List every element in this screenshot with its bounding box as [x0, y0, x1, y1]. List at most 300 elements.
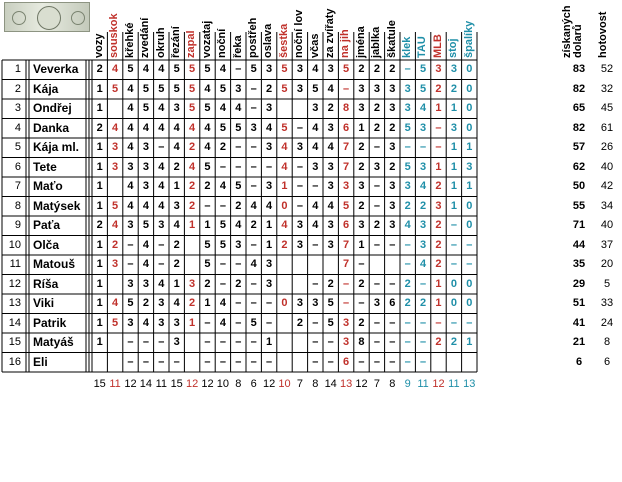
score-cell: 4 [312, 63, 319, 75]
score-cell: 4 [142, 316, 149, 329]
score-cell: – [420, 336, 427, 348]
score-cell: – [250, 277, 257, 290]
score-cell: 2 [358, 141, 365, 153]
score-cell: 3 [158, 297, 165, 309]
score-cell: – [219, 258, 226, 270]
row-number: 7 [14, 180, 21, 192]
score-cell: 2 [389, 63, 396, 75]
player-name: Tete [33, 159, 57, 174]
score-cell: – [373, 238, 380, 251]
score-cell: – [312, 238, 319, 251]
score-cell: – [296, 199, 303, 212]
score-cell: 2 [189, 141, 196, 153]
total-dollars: 21 [572, 336, 586, 348]
score-cell: 1 [96, 180, 103, 192]
score-cell: – [466, 258, 473, 270]
score-cell: 3 [296, 63, 303, 75]
column-header-label: včas [308, 33, 321, 58]
attendance-value: 45 [600, 102, 614, 114]
score-cell: 3 [389, 180, 396, 192]
row-number: 12 [8, 277, 21, 290]
score-cell: 2 [389, 160, 396, 173]
score-cell: 0 [466, 199, 473, 212]
score-cell: – [450, 258, 457, 270]
row-number: 9 [14, 219, 21, 231]
score-cell: – [158, 238, 165, 251]
column-header-label: na jih [339, 29, 352, 58]
column-total: 9 [404, 378, 411, 390]
score-cell: – [219, 160, 226, 173]
score-cell: 3 [235, 82, 242, 95]
score-cell: – [466, 316, 473, 329]
score-cell: 4 [281, 219, 288, 231]
total-dollars: 6 [575, 355, 583, 368]
score-cell: – [296, 180, 303, 192]
score-cell: 4 [420, 180, 427, 192]
score-cell: – [327, 355, 334, 368]
score-cell: – [127, 355, 134, 368]
column-total: 8 [235, 378, 242, 390]
score-cell: 5 [343, 199, 350, 212]
score-cell: 1 [96, 199, 103, 212]
row-number: 4 [14, 121, 21, 134]
score-cell: 3 [435, 199, 442, 212]
column-header-label: stoj [447, 38, 460, 58]
score-cell: – [235, 258, 242, 270]
score-cell: – [250, 102, 257, 114]
score-cell: 1 [266, 238, 273, 251]
row-number: 14 [8, 316, 21, 329]
score-cell: 5 [142, 219, 149, 231]
row-number: 3 [14, 102, 21, 114]
score-cell: 2 [435, 336, 442, 348]
total-dollars: 65 [572, 102, 586, 114]
player-name: Danka [33, 120, 70, 135]
column-total: 14 [324, 378, 337, 390]
score-cell: 4 [173, 297, 180, 309]
score-cell: 4 [312, 141, 319, 153]
score-cell: – [235, 355, 242, 368]
attendance-value: 24 [600, 316, 614, 329]
score-cell: 3 [435, 63, 442, 75]
score-cell: 5 [204, 102, 211, 114]
score-cell: 3 [296, 141, 303, 153]
score-cell: 3 [173, 316, 180, 329]
column-header-label: zvedání [139, 17, 152, 58]
score-cell: 5 [112, 82, 119, 95]
score-cell: 7 [343, 141, 350, 153]
score-cell: – [158, 141, 165, 153]
score-cell: – [142, 355, 149, 368]
total-dollars: 41 [572, 316, 586, 329]
attendance-header-label: hotovost [597, 11, 609, 58]
score-cell: 5 [281, 63, 288, 75]
score-cell: – [343, 297, 350, 309]
score-cell: – [127, 238, 134, 251]
score-cell: – [312, 180, 319, 192]
score-cell: 5 [204, 160, 211, 173]
score-cell: 3 [327, 180, 334, 192]
score-cell: 4 [158, 277, 165, 290]
score-cell: 4 [158, 180, 165, 192]
score-cell: 3 [327, 121, 334, 134]
score-cell: 3 [389, 141, 396, 153]
score-cell: 3 [420, 121, 427, 134]
score-cell: 6 [389, 297, 396, 309]
score-cell: 2 [435, 82, 442, 95]
score-cell: 7 [343, 238, 350, 251]
score-cell: 1 [358, 238, 365, 251]
column-header-label: zapal [185, 30, 198, 58]
score-cell: 3 [404, 180, 411, 192]
player-name: Veverka [33, 62, 79, 76]
score-cell: 1 [450, 199, 457, 212]
score-cell: 5 [112, 316, 119, 329]
score-cell: 3 [127, 160, 134, 173]
score-cell: 3 [466, 160, 473, 173]
column-total: 6 [250, 378, 257, 390]
score-cell: 2 [281, 238, 288, 251]
score-cell: – [250, 180, 257, 192]
column-header-label: okruh [154, 27, 167, 58]
column-total: 11 [109, 378, 121, 390]
score-cell: 1 [358, 121, 365, 134]
player-name: Paťa [33, 218, 61, 232]
row-number: 6 [14, 160, 21, 173]
score-cell: 5 [189, 63, 196, 75]
score-cell: 2 [435, 258, 442, 270]
score-cell: 2 [235, 277, 242, 290]
column-header-label: šestka [277, 23, 290, 58]
score-cell: 5 [219, 121, 226, 134]
score-cell: – [404, 336, 411, 348]
score-cell: 0 [466, 297, 473, 309]
score-cell: 1 [204, 297, 211, 309]
score-cell: – [343, 277, 350, 290]
score-cell: – [373, 336, 380, 348]
score-cell: 4 [312, 199, 319, 212]
score-cell: 4 [312, 121, 319, 134]
score-cell: 4 [327, 141, 334, 153]
column-total: 7 [373, 378, 380, 390]
score-cell: 5 [173, 63, 180, 75]
score-cell: – [250, 238, 257, 251]
score-cell: 5 [204, 63, 211, 75]
score-cell: 4 [142, 258, 149, 270]
score-cell: 1 [435, 102, 442, 114]
score-cell: 0 [450, 277, 457, 290]
score-cell: 1 [466, 336, 473, 348]
score-cell: 4 [127, 102, 134, 114]
score-cell: – [173, 355, 180, 368]
column-total: 12 [262, 378, 276, 390]
score-cell: – [142, 336, 149, 348]
score-cell: 4 [112, 63, 119, 75]
score-cell: – [358, 258, 365, 270]
score-cell: 4 [112, 219, 119, 231]
total-dollars: 55 [572, 199, 586, 212]
score-cell: 3 [389, 82, 396, 95]
score-cell: – [327, 336, 334, 348]
score-cell: 3 [266, 258, 273, 270]
score-cell: 1 [450, 180, 457, 192]
score-cell: – [435, 316, 442, 329]
score-cell: 1 [96, 141, 103, 153]
score-cell: 3 [112, 141, 119, 153]
score-cell: 1 [435, 160, 442, 173]
player-name: Matyáš [33, 335, 74, 349]
score-cell: 1 [96, 160, 103, 173]
score-cell: 1 [96, 238, 103, 251]
score-cell: 4 [250, 199, 257, 212]
score-cell: 3 [404, 102, 411, 114]
score-cell: 3 [266, 63, 273, 75]
score-cell: – [373, 141, 380, 153]
score-cell: 3 [296, 297, 303, 309]
attendance-value: 20 [600, 258, 614, 270]
score-cell: 3 [389, 219, 396, 231]
score-cell: 4 [158, 121, 165, 134]
score-cell: 4 [204, 82, 211, 95]
score-cell: 3 [173, 199, 180, 212]
score-cell: 4 [219, 102, 226, 114]
score-cell: 4 [327, 82, 334, 95]
score-cell: – [204, 316, 211, 329]
column-total: 12 [124, 378, 137, 390]
score-cell: – [312, 355, 319, 368]
score-cell: 2 [358, 316, 365, 329]
score-cell: 4 [142, 238, 149, 251]
score-cell: – [373, 316, 380, 329]
attendance-value: 8 [603, 336, 611, 348]
attendance-value: 34 [600, 199, 614, 212]
score-cell: 2 [435, 180, 442, 192]
score-cell: 2 [404, 297, 411, 309]
score-cell: – [343, 82, 350, 95]
score-cell: 2 [450, 82, 457, 95]
score-cell: 3 [343, 336, 350, 348]
score-cell: – [404, 316, 411, 329]
score-cell: – [435, 121, 442, 134]
score-cell: 5 [404, 160, 411, 173]
score-cell: – [358, 355, 365, 368]
score-cell: 2 [358, 277, 365, 290]
score-cell: – [235, 297, 242, 309]
score-cell: 2 [358, 199, 365, 212]
score-cell: – [250, 336, 257, 348]
score-cell: 4 [250, 258, 257, 270]
score-cell: 5 [219, 82, 226, 95]
score-cell: – [250, 355, 257, 368]
score-cell: 3 [112, 160, 119, 173]
score-cell: – [312, 277, 319, 290]
column-total: 10 [216, 378, 229, 390]
column-total: 12 [185, 378, 199, 390]
attendance-value: 40 [600, 219, 614, 231]
column-total: 7 [296, 378, 303, 390]
player-name: Eli [33, 354, 48, 369]
score-cell: 2 [420, 297, 427, 309]
score-cell: – [204, 355, 211, 368]
column-total: 12 [201, 378, 214, 390]
column-header-label: křehké [123, 22, 136, 58]
score-cell: – [435, 141, 442, 153]
score-cell: 5 [142, 102, 149, 114]
score-cell: 4 [219, 63, 226, 75]
score-cell: 1 [466, 180, 473, 192]
score-cell: 4 [266, 121, 273, 134]
total-dollars: 82 [572, 82, 586, 95]
score-cell: 2 [266, 82, 273, 95]
score-cell: 3 [266, 141, 273, 153]
score-cell: 3 [142, 277, 149, 290]
score-cell: 1 [450, 160, 457, 173]
score-cell: 5 [312, 82, 319, 95]
attendance-value: 52 [600, 63, 614, 75]
score-cell: 2 [435, 238, 442, 251]
score-cell: – [404, 258, 411, 270]
score-cell: 6 [343, 121, 350, 134]
score-cell: 4 [420, 102, 427, 114]
score-cell: 0 [466, 82, 473, 95]
column-total: 12 [432, 378, 445, 390]
column-total: 10 [278, 378, 291, 390]
score-cell: 5 [404, 121, 411, 134]
total-dollars: 57 [572, 141, 586, 153]
score-cell: 1 [450, 141, 457, 153]
score-cell: 5 [142, 82, 149, 95]
column-header-label: škatule [385, 20, 398, 58]
score-cell: 4 [404, 219, 411, 231]
score-cell: 4 [420, 258, 427, 270]
column-header-label: vozataj [200, 20, 213, 58]
score-cell: 4 [127, 180, 134, 192]
score-cell: 3 [312, 160, 319, 173]
score-cell: 4 [189, 160, 196, 173]
score-cell: 3 [296, 82, 303, 95]
score-cell: 4 [189, 121, 196, 134]
column-total: 13 [463, 378, 476, 390]
player-name: Patrik [33, 315, 67, 330]
attendance-value: 37 [600, 238, 614, 251]
score-cell: – [389, 355, 396, 368]
attendance-value: 5 [603, 277, 611, 290]
score-cell: 4 [235, 102, 242, 114]
score-cell: 2 [373, 219, 380, 231]
score-cell: 4 [158, 102, 165, 114]
score-cell: 4 [127, 199, 134, 212]
score-cell: 3 [343, 316, 350, 329]
player-name: Viki [33, 296, 55, 310]
score-cell: – [312, 336, 319, 348]
score-cell: 0 [281, 199, 288, 212]
score-cell: 3 [343, 180, 350, 192]
column-total: 11 [448, 378, 460, 390]
score-cell: – [373, 199, 380, 212]
score-cell: 5 [158, 82, 165, 95]
attendance-value: 26 [600, 141, 614, 153]
score-cell: 3 [358, 219, 365, 231]
player-name: Ríša [33, 276, 59, 291]
score-cell: 1 [204, 219, 211, 231]
score-cell: – [219, 355, 226, 368]
score-cell: 2 [450, 336, 457, 348]
column-header-label: špalíky [462, 20, 475, 58]
score-cell: 0 [466, 121, 473, 134]
score-cell: 3 [189, 277, 196, 290]
score-cell: 3 [373, 160, 380, 173]
score-cell: – [312, 316, 319, 329]
score-cell: 3 [389, 199, 396, 212]
score-cell: 4 [142, 121, 149, 134]
score-cell: 3 [327, 219, 334, 231]
score-cell: 1 [96, 336, 103, 348]
row-number: 1 [14, 63, 21, 75]
score-cell: – [373, 277, 380, 290]
score-cell: 3 [142, 160, 149, 173]
score-cell: 1 [173, 277, 180, 290]
score-cell: 2 [189, 199, 196, 212]
score-cell: 2 [250, 219, 257, 231]
score-cell: 5 [327, 316, 334, 329]
score-cell: 5 [204, 238, 211, 251]
score-cell: 4 [312, 219, 319, 231]
column-total: 13 [339, 378, 353, 390]
score-cell: 3 [142, 141, 149, 153]
player-name: Kája ml. [33, 140, 80, 154]
score-cell: 4 [112, 121, 119, 134]
row-number: 15 [8, 336, 21, 348]
score-cell: 5 [189, 82, 196, 95]
column-total: 14 [139, 378, 152, 390]
score-cell: 4 [173, 141, 180, 153]
score-cell: 5 [281, 82, 288, 95]
score-cell: 4 [219, 316, 226, 329]
score-cell: 3 [373, 297, 380, 309]
score-cell: 2 [235, 199, 242, 212]
score-cell: – [204, 336, 211, 348]
score-cell: – [219, 277, 226, 290]
column-total: 11 [155, 378, 167, 390]
attendance-value: 33 [600, 297, 614, 309]
score-cell: – [373, 355, 380, 368]
score-cell: 3 [373, 82, 380, 95]
score-cell: – [235, 336, 242, 348]
score-cell: 0 [466, 102, 473, 114]
player-name: Matýsek [33, 198, 81, 213]
score-cell: 3 [127, 277, 134, 290]
score-cell: – [219, 336, 226, 348]
score-cell: 4 [112, 297, 119, 309]
score-cell: 6 [343, 355, 350, 368]
score-cell: 1 [450, 102, 457, 114]
score-cell: 3 [358, 180, 365, 192]
score-cell: 3 [420, 238, 427, 251]
score-cell: 5 [281, 121, 288, 134]
score-cell: 5 [204, 258, 211, 270]
score-cell: 1 [435, 297, 442, 309]
score-cell: – [404, 141, 411, 153]
score-cell: – [389, 336, 396, 348]
score-cell: 4 [266, 199, 273, 212]
score-cell: – [266, 316, 273, 329]
score-cell: – [466, 238, 473, 251]
score-cell: 2 [373, 63, 380, 75]
score-cell: – [235, 160, 242, 173]
score-cell: – [420, 316, 427, 329]
score-cell: 3 [158, 316, 165, 329]
score-cell: 4 [204, 141, 211, 153]
